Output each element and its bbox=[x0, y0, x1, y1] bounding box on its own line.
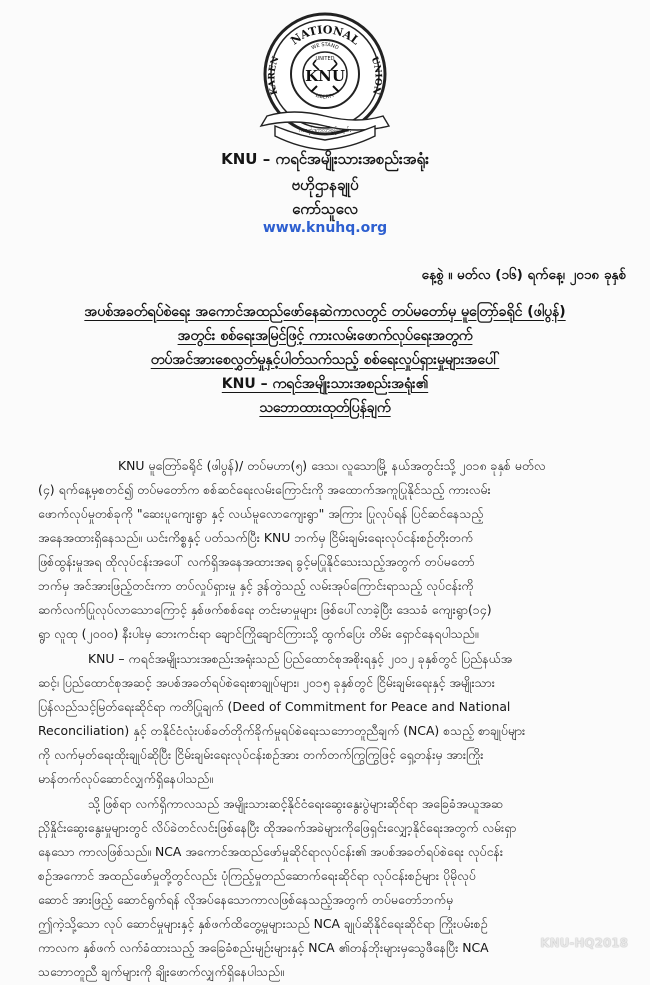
title-line: အပစ်အခတ်ရပ်စဲရေး အကောင်အထည်ဖော်နေဆဲကာလတွင် တပ်မတော်မှ မူတြော်ခရိုင် (ဖါပွန်) bbox=[84, 304, 566, 320]
paragraph-line: (၄) ရက်နေ့မှစတင်၍ တပ်မတော်က စစ်ဆင်ရေးလမ်းကြောင်းကို အထောက်အကူပြုနိုင်သည့် ကားလမ်း bbox=[38, 482, 491, 497]
location-label: ကော်သူလေ bbox=[292, 200, 358, 218]
statement-title bbox=[22, 300, 628, 420]
paragraph-line: နေသော ကာလဖြစ်သည်။ NCA အကောင်အထည်ဖော်မှုဆိုင်ရာလုပ်ငန်း၏ အပစ်အခတ်ရပ်စဲရေး လုပ်ငန်း bbox=[38, 844, 504, 859]
paragraph-line: မာန်တက်လုပ်ဆောင်လျှက်ရှိနေပါသည်။ bbox=[38, 771, 214, 786]
emblem-ring-word-2: LIBERTY bbox=[314, 92, 336, 101]
paragraph-line: အနေအထားရှိနေသည်။ ယင်းကိစ္စနှင့် ပတ်သက်ပြီး KNU ဘက်မှ ငြိမ်းချမ်းရေးလုပ်ငန်းစဉ်တိုးတက် bbox=[38, 530, 473, 545]
paragraph-line: ကို လက်မှတ်ရေးထိုးချုပ်ဆိုပြီး ငြိမ်းချမ်းရေးလုပ်ငန်းစဉ်အား တက်တက်ကြွကြွဖြင့် ရှေ့တန်းမှ အားကြိုး bbox=[38, 747, 484, 762]
paragraph-line: သဘောတူညီ ချက်များကို ချိုးဖောက်လျှက်ရှိနေပါသည်။ bbox=[38, 964, 284, 979]
paragraph-line: ပြန်လည်သင့်မြတ်ရေးဆိုင်ရာ ကတိပြုချက် (Deed of Commitment for Peace and National bbox=[38, 699, 511, 714]
paragraph-3 bbox=[38, 792, 621, 984]
paragraph-1 bbox=[38, 454, 621, 646]
watermark: KNU-HQ2018 bbox=[540, 936, 628, 950]
headquarters-label: ဗဟိုဌာနချုပ် bbox=[291, 176, 359, 194]
paragraph-line: KNU – ကရင်အမျိုးသားအစည်းအရုံးသည် ပြည်ထောင်စုအစိုးရနှင့် ၂၀၁၂ ခုနှစ်တွင် ပြည်နယ်အ bbox=[88, 651, 513, 666]
paragraph-line: ဖောက်လုပ်မှုတစ်ခုကို "ဆေးပူကျေးရွာ နှင့် လယ်မူလောကျေးရွာ" အကြား ပြုလုပ်ရန် ပြင်ဆင်နေသည့် bbox=[38, 506, 484, 521]
paragraph-line: ဘက်မှ အင်အားဖြည့်တင်းကာ တပ်လှုပ်ရှားမှု နှင့် ဒွန်တွဲသည့် လမ်းအုပ်ကြောင်းရာသည့် လုပ်ငန်းကို bbox=[38, 578, 474, 593]
website-link[interactable]: www.knuhq.org bbox=[262, 220, 388, 236]
emblem-ring-word-1: WE STAND bbox=[310, 41, 340, 52]
title-line: KNU – ကရင်အမျိုးသားအစည်းအရုံး၏ bbox=[221, 376, 429, 392]
title-line: သဘောထားထုတ်ပြန်ချက် bbox=[259, 400, 391, 416]
org-name: KNU – ကရင်အမျိုးသားအစည်းအရုံး bbox=[221, 150, 429, 168]
paragraph-line: Reconciliation) နှင့် တနိုင်ငံလုံးပစ်ခတ်တိုက်ခိုက်မှုရပ်စဲရေးသဘောတူညီချက် (NCA) စသည့် စာချုပ်များ bbox=[38, 723, 526, 738]
paragraph-line: စဉ်အကောင် အထည်ဖော်မှုတို့တွင်လည်း ပုံကြည့်မှုတည်ဆောက်ရေးဆိုင်ရာ လုပ်ငန်းစဉ်များ ပိုမိုလုပ် bbox=[38, 868, 476, 883]
emblem-center: KNU bbox=[305, 67, 345, 85]
knu-emblem bbox=[253, 4, 397, 154]
paragraph-line: သို့ဖြစ်ရာ လက်ရှိကာလသည် အမျိုးသားဆင့်နိုင်ငံရေးဆွေးနွေးပွဲများဆိုင်ရာ အခြေခံအယူအဆ bbox=[88, 796, 503, 811]
emblem-arc-right: UNION bbox=[368, 55, 383, 96]
paragraph-line: ဆောင် အားဖြည့် ဆောင်ရွက်ရန် လိုအပ်နေသောကာလဖြစ်နေသည့်အတွက် တပ်မတော်ဘက်မှ bbox=[38, 892, 454, 907]
emblem-banner: ကလုာ်ဒ့ကလုာ်ရူမ်ုဆေ့မ်း bbox=[299, 127, 351, 134]
title-line: တပ်အင်အားစေလွှတ်မှုနှင့်ပါတ်သက်သည့် စစ်ရေးလှုပ်ရှားမှုများအပေါ် bbox=[150, 352, 500, 368]
paragraph-line: KNU မူတြော်ခရိုင် (ဖါပွန်)/ တပ်မဟာ(၅) ဒေသ၊ လူသောမြို့ နယ်အတွင်းသို့ ၂၀၁၈ ခုနှစ် မတ်လ bbox=[118, 458, 546, 473]
emblem-arc-top: NATIONAL bbox=[288, 23, 362, 48]
document-date: နေ့စွဲ ။ မတ်လ (၁၆) ရက်နေ့၊ ၂၀၁၈ ခုနှစ် bbox=[421, 267, 626, 283]
paragraph-line: ဖြစ်ထွန်းမှုအရ ထိုလုပ်ငန်းအပေါ် လက်ရှိအနေအထားအရ ခွင့်မပြုနိုင်သေးသည့်အတွက် တပ်မတော် bbox=[38, 554, 475, 569]
paragraph-line: ရွာ လူထု (၂၀၀၀) နီးပါးမှ ဘေးကင်းရာ ချောင်ကြိုချောင်ကြားသို့ ထွက်ပြေး တိမ်း ရှောင်နေရပါသည်။ bbox=[38, 626, 479, 641]
statement-body bbox=[38, 454, 621, 985]
emblem-arc-left: KAREN bbox=[267, 55, 282, 96]
paragraph-line: ဤကဲ့သို့သော လုပ် ဆောင်မှုများနှင့် နှစ်ဖက်ထိတွေ့မှုများသည် NCA ချုပ်ဆိုနိုင်ရေးဆိုင်ရာ ကြိုးပမ်းစဉ် bbox=[38, 916, 488, 931]
paragraph-line: ဆင့်၊ ပြည်ထောင်စုအဆင့် အပစ်အခတ်ရပ်စဲရေးစာချုပ်များ၊ ၂၀၁၅ ခုနှစ်တွင် ငြိမ်းချမ်းရေးနှင့် အမျိုးသား bbox=[38, 675, 495, 690]
knu-emblem-icon bbox=[253, 4, 397, 154]
emblem-ring-word-0: UNITED bbox=[315, 56, 335, 62]
paragraph-line: ညှိနှိုင်းဆွေးနွေးမှုများတွင် လိပ်ခဲတင်လင်းဖြစ်နေပြီး ထိုအခက်အခဲများကိုဖြေရှင်းလျှော့နိုင်ရေးအတွက် လမ်းရှာ bbox=[38, 820, 517, 835]
paragraph-line: ကာလက နှစ်ဖက် လက်ခံထားသည့် အခြေခံစည်းမျဉ်းများနှင့် NCA ၏တန်ဘိုးများမှသွေဖီနေပြီး NCA bbox=[38, 940, 489, 955]
paragraph-2 bbox=[38, 647, 621, 791]
title-line: အတွင်း စစ်ရေးအမြင်ဖြင့် ကားလမ်းဖောက်လုပ်ရေးအတွက် bbox=[177, 328, 473, 344]
paragraph-line: ဆက်လက်ပြုလုပ်လာသောကြောင့် နှစ်ဖက်စစ်ရေး တင်းမာမှုများ ဖြစ်ပေါ်လာခဲ့ပြီး ဒေသခံ ကျေးရွာ(၁၄) bbox=[38, 602, 492, 617]
